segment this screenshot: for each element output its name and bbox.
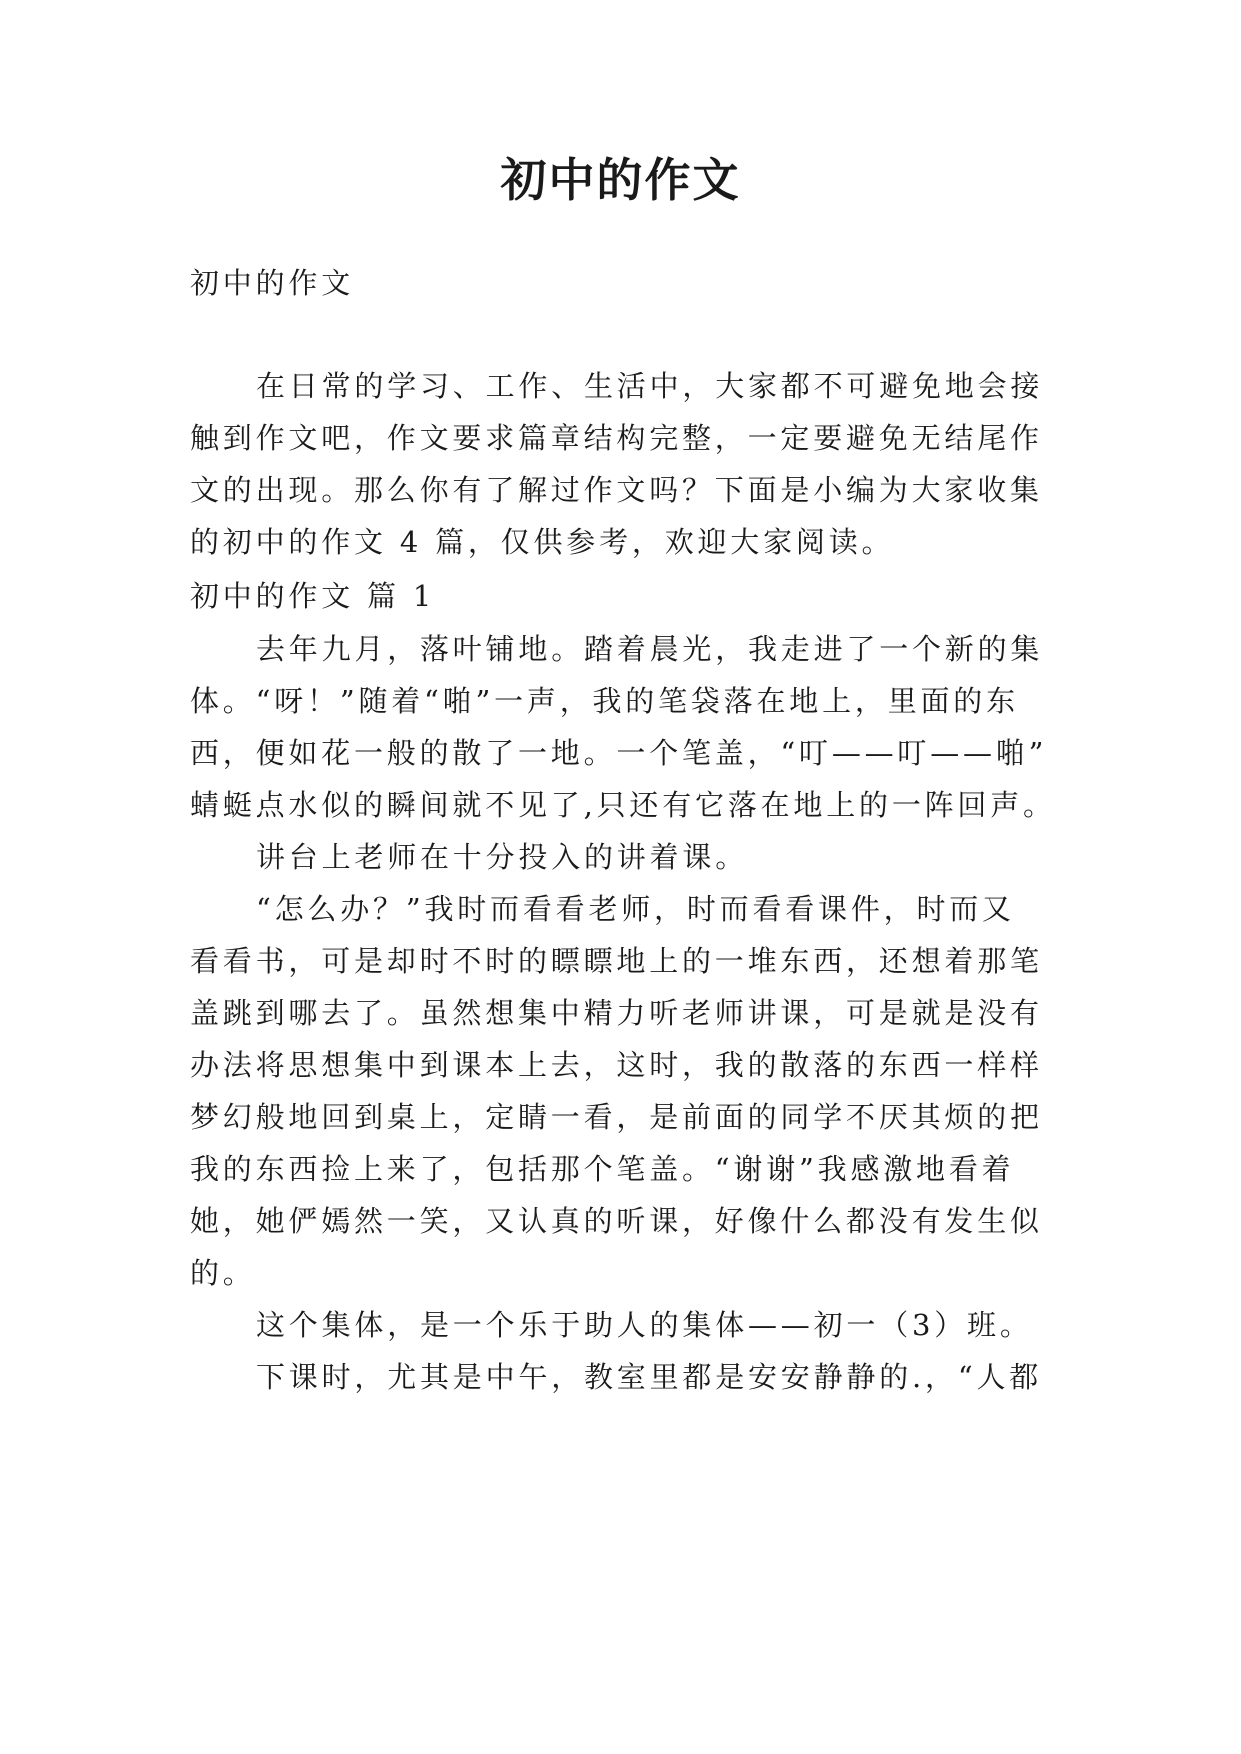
document-title: 初中的作文 <box>500 153 741 207</box>
paragraph-line: 去年九月，落叶铺地。踏着晨光，我走进了一个新的集 <box>256 632 1044 666</box>
paragraph-line: 看看书，可是却时不时的瞟瞟地上的一堆东西，还想着那笔 <box>190 944 1043 978</box>
paragraph-line: 西，便如花一般的散了一地。一个笔盖，“叮——叮——啪” <box>190 736 1048 770</box>
paragraph-line: 这个集体，是一个乐于助人的集体——初一（3）班。 <box>256 1308 1033 1342</box>
intro-line: 在日常的学习、工作、生活中，大家都不可避免地会接 <box>256 369 1044 403</box>
paragraph-line: 她，她俨嫣然一笑，又认真的听课，好像什么都没有发生似 <box>190 1204 1043 1238</box>
intro-line: 文的出现。那么你有了解过作文吗？下面是小编为大家收集 <box>190 473 1043 507</box>
section-heading: 初中的作文 篇 1 <box>190 579 436 613</box>
paragraph-line: 的。 <box>190 1256 256 1290</box>
paragraph-line: 蜻蜓点水似的瞬间就不见了,只还有它落在地上的一阵回声。 <box>190 788 1056 822</box>
paragraph-line: 体。“呀！”随着“啪”一声，我的笔袋落在地上，里面的东 <box>190 684 1019 718</box>
paragraph-line: “怎么办？”我时而看看老师，时而看看课件，时而又 <box>256 892 1015 926</box>
paragraph-line: 我的东西捡上来了，包括那个笔盖。“谢谢”我感激地看着 <box>190 1152 1015 1186</box>
document-subtitle: 初中的作文 <box>190 266 355 300</box>
paragraph-line: 梦幻般地回到桌上，定睛一看，是前面的同学不厌其烦的把 <box>190 1100 1043 1134</box>
paragraph-line: 讲台上老师在十分投入的讲着课。 <box>256 840 749 874</box>
paragraph-line: 盖跳到哪去了。虽然想集中精力听老师讲课，可是就是没有 <box>190 996 1043 1030</box>
intro-line: 触到作文吧，作文要求篇章结构完整，一定要避免无结尾作 <box>190 421 1043 455</box>
intro-line: 的初中的作文 4 篇，仅供参考，欢迎大家阅读。 <box>190 525 895 559</box>
paragraph-line: 办法将思想集中到课本上去，这时，我的散落的东西一样样 <box>190 1048 1043 1082</box>
paragraph-line: 下课时，尤其是中午，教室里都是安安静静的.，“人都 <box>256 1360 1043 1394</box>
